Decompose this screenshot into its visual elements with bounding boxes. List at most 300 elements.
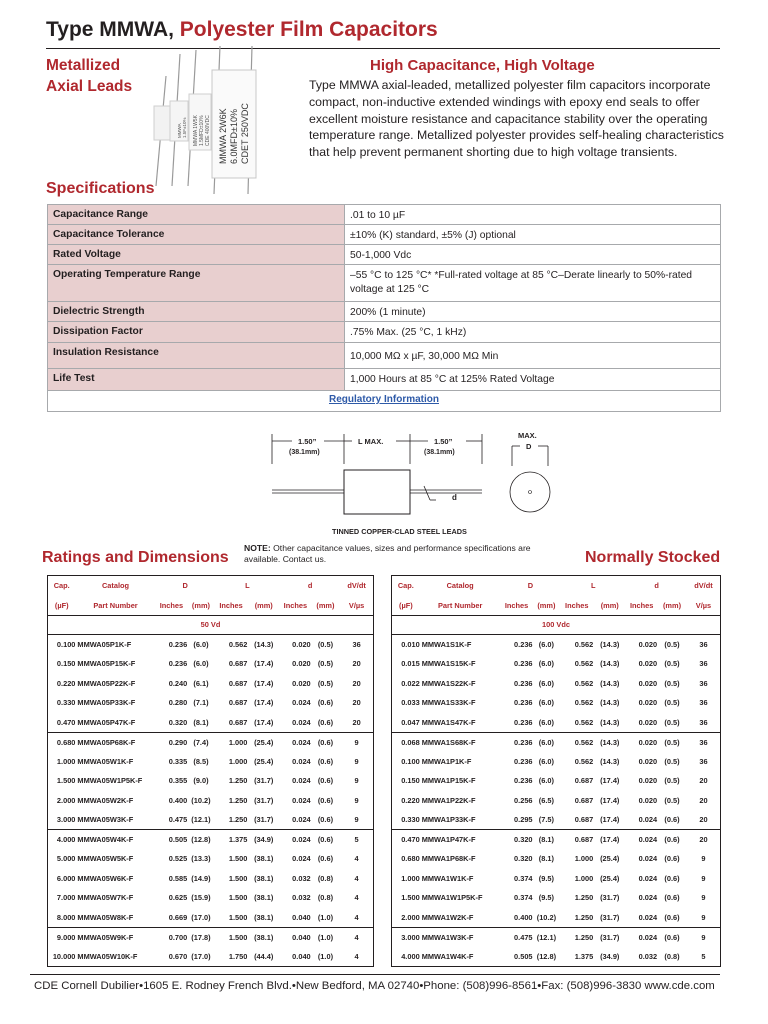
table-cell: (17.4) [600,815,620,824]
column-subheader: Inches [565,600,589,610]
table-cell: 9 [701,854,706,864]
table-cell: 0.220 [401,795,420,805]
max-label: MAX. [518,431,537,440]
table-cell: 36 [687,635,720,655]
table-cell: 4.000 [48,830,75,850]
table-cell: 1.500 [228,873,248,883]
table-cell: (12.8) [187,830,214,850]
table-cell: 0.670 [168,951,188,961]
table-cell: 0.505 [514,951,533,961]
table-cell: 0.280 [168,698,188,708]
body-length-label: L MAX. [358,437,384,446]
voltage-row [48,615,373,635]
table-cell: (12.8) [536,951,557,961]
table-cell: MMWA05W7K-F [77,893,134,903]
table-cell: (25.4) [600,873,620,883]
table-cell: (6.0) [538,776,554,786]
table-cell: 0.470 [392,830,420,850]
table-cell: 0.032 [638,951,658,961]
table-cell: (31.7) [254,776,274,786]
table-cell: (17.4) [254,698,274,708]
table-cell: (0.6) [317,815,334,824]
table-cell: 4.000 [401,951,420,961]
table-cell: 4 [354,873,359,883]
table-cell: (38.1) [247,927,280,947]
table-cell: 0.236 [168,659,188,669]
table-cell: (14.3) [600,698,620,708]
spec-label: Life Test [48,369,345,391]
table-cell: 1.000 [574,873,594,883]
voltage-label: 50 Vd [48,615,373,635]
column-subheader: Part Number [437,600,483,610]
table-row [392,635,720,655]
table-cell: 1.000 [215,732,248,752]
table-row [48,830,373,850]
table-cell: 0.680 [401,854,420,864]
table-cell: 0.024 [292,756,311,766]
table-cell: 0.020 [638,717,658,727]
table-cell: 5.000 [56,854,76,864]
mid-capacitor-label [193,114,211,146]
table-cell: (8.5) [193,756,209,766]
table-cell: 0.236 [514,717,533,727]
table-cell: 1.500 [401,893,420,903]
table-cell: (14.3) [600,678,620,688]
table-cell: (31.7) [600,893,620,903]
table-cell: 5 [340,830,373,850]
table-cell: (0.5) [657,732,687,752]
table-cell: 0.687 [228,659,248,669]
table-cell: (6.0) [533,732,561,752]
table-cell: 0.687 [228,678,248,688]
table-cell: 1.000 [56,756,76,766]
table-cell: (25.4) [600,854,620,864]
column-subheader: Inches [219,600,243,610]
table-cell: 0.040 [292,912,311,922]
table-cell: 0.024 [638,893,658,903]
table-cell: (38.1) [254,893,274,903]
table-cell: 0.374 [514,893,533,903]
spec-row [48,245,721,265]
header-row [48,576,373,596]
subheader-row [392,596,720,616]
column-subheader: Part Number [93,600,138,610]
table-cell: MMWA05P33K-F [77,698,136,708]
table-cell: MMWA05W9K-F [75,927,155,947]
table-cell: (7.4) [187,732,214,752]
table-cell: (1.0) [311,927,341,947]
table-cell: 0.024 [638,815,658,824]
table-cell: 9 [354,776,359,786]
dimension-diagram [262,426,562,538]
subhead-line-1: Metallized [46,57,121,74]
ratings-table-100v [391,575,721,967]
table-cell: 36 [699,698,708,708]
table-cell: (31.7) [593,927,626,947]
table-cell: (12.1) [533,927,561,947]
normally-stocked-heading: Normally Stocked [585,549,721,566]
spec-value: 10,000 MΩ x µF, 30,000 MΩ Min [345,343,721,369]
table-cell: (34.9) [247,830,280,850]
column-subheader: Inches [629,600,654,610]
table-row [392,830,720,850]
table-cell: 0.068 [392,732,420,752]
table-cell: MMWA05W5K-F [77,854,134,864]
spec-label: Insulation Resistance [48,343,345,369]
table-row [48,908,373,928]
table-cell: (14.3) [593,635,626,655]
table-cell: 1.500 [228,893,248,903]
table-cell: 0.024 [280,732,311,752]
column-subheader: (mm) [662,600,682,610]
note-text: Other capacitance values, sizes and performance specifications are available. Contact us. [244,543,531,564]
table-cell: (0.5) [664,717,680,727]
table-row [48,869,373,889]
table-cell: 2.000 [401,912,420,922]
mid-cap-line-2: 1.5MFD±10% [199,115,205,146]
table-cell: MMWA05P1K-F [75,635,155,655]
column-subheader: (mm) [254,600,273,610]
table-cell: (0.6) [664,873,680,883]
column-subheader: Inches [159,600,184,610]
table-row [392,908,720,928]
table-cell: 0.687 [574,815,594,824]
subhead-line-2: Axial Leads [46,78,133,95]
lead-right-mm: (38.1mm) [424,449,455,456]
table-cell: 1.750 [228,951,248,961]
spec-row [48,302,721,322]
table-cell: 0.236 [514,678,533,688]
table-row [48,654,373,674]
table-cell: 36 [699,717,708,727]
table-cell: 0.024 [626,927,657,947]
table-row [392,752,720,772]
table-cell: 0.010 [392,635,420,655]
column-header: D [527,581,534,591]
table-cell: 0.400 [514,912,533,922]
table-cell: 0.687 [228,717,248,727]
table-cell: (7.1) [193,698,209,708]
table-cell: 0.687 [228,698,248,708]
table-cell: 0.024 [292,776,311,786]
table-cell: 0.024 [292,698,311,708]
specifications-table [47,204,721,412]
table-cell: 0.020 [626,732,657,752]
table-cell: MMWA1P47K-F [420,830,501,850]
table-row [48,635,373,655]
spec-value: 50-1,000 Vdc [345,245,721,265]
table-cell: (1.0) [317,951,334,961]
table-cell: 20 [352,698,361,708]
column-subheader: (µF) [54,600,69,610]
table-cell: 0.562 [560,732,593,752]
spec-value: ±10% (K) standard, ±5% (J) optional [345,225,721,245]
table-cell: MMWA05W6K-F [77,873,134,883]
table-cell: (0.5) [317,659,334,669]
table-cell: 0.020 [638,776,658,786]
title-accent: Polyester Film Capacitors [179,18,438,41]
table-cell: 0.669 [168,912,188,922]
large-cap-line-2: 6.0MFD±10% [229,109,239,164]
table-cell: 10.000 [52,951,76,961]
table-cell: MMWA1P15K-F [421,776,476,786]
table-row [48,849,373,869]
table-cell: 20 [352,678,361,688]
table-cell: 0.290 [156,732,188,752]
table-cell: 0.040 [280,927,311,947]
table-cell: 0.020 [638,659,658,669]
column-subheader: Inches [504,600,529,610]
table-cell: (0.8) [317,873,334,883]
table-cell: 0.330 [401,815,420,824]
table-cell: MMWA1P1K-F [421,756,472,766]
table-cell: (17.4) [593,830,626,850]
table-cell: 0.024 [638,912,658,922]
table-cell: 0.024 [292,795,311,805]
spec-value: .75% Max. (25 °C, 1 kHz) [345,322,721,343]
mid-cap-line-3: CDE 400VDC [205,115,211,146]
table-row [48,791,373,811]
table-cell: (9.0) [193,776,209,786]
table-cell: 4 [340,927,373,947]
table-row [48,810,373,830]
table-cell: (0.6) [317,795,334,805]
table-cell: 0.236 [156,635,188,655]
table-cell: (31.7) [600,912,620,922]
table-cell: (0.5) [664,795,680,805]
table-cell: 20 [699,795,708,805]
table-cell: (0.6) [657,830,687,850]
column-header: dV/dt [347,581,366,591]
table-cell: 6.000 [56,873,76,883]
table-cell: MMWA05W2K-F [77,795,134,805]
spec-row [48,369,721,391]
table-cell: 0.236 [501,635,533,655]
specifications-heading: Specifications [46,180,155,197]
table-cell: (6.0) [538,756,554,766]
table-cell: 36 [699,756,708,766]
table-cell: 0.320 [514,854,533,864]
table-row [48,888,373,908]
table-cell: (8.1) [533,830,561,850]
table-cell: 0.355 [168,776,188,786]
table-cell: 3.000 [392,927,420,947]
table-cell: 9 [340,732,373,752]
table-cell: (17.4) [254,659,274,669]
table-cell: 0.562 [574,756,594,766]
table-cell: 0.236 [514,659,533,669]
table-cell: (6.1) [193,678,209,688]
table-row [392,771,720,791]
table-cell: MMWA1W1K-F [421,873,474,883]
table-cell: (14.3) [247,635,280,655]
table-cell: (14.3) [600,717,620,727]
table-cell: MMWA05P68K-F [75,732,155,752]
ratings-heading: Ratings and Dimensions [42,549,229,566]
intro-title: High Capacitance, High Voltage [370,57,595,74]
footer-contact: CDE Cornell Dubilier•1605 E. Rodney French Blvd.•New Bedford, MA 02740•Phone: (508)996-8561•Fax: (508)996-3830 www.cde.com [34,980,715,992]
lead-right-label: 1.50” [434,437,453,446]
table-cell: 36 [699,659,708,669]
table-cell: 0.100 [401,756,420,766]
spec-row [48,225,721,245]
column-subheader: V/µs [348,600,365,610]
table-cell: 0.020 [638,795,658,805]
table-cell: MMWA05W10K-F [77,951,138,961]
column-subheader: (mm) [316,600,335,610]
table-cell: (17.0) [191,912,211,922]
spec-label: Capacitance Range [48,205,345,225]
table-cell: 1.500 [228,912,248,922]
table-row [392,947,720,967]
spec-value: 1,000 Hours at 85 °C at 125% Rated Voltage [345,369,721,391]
table-cell: 0.032 [292,893,311,903]
table-cell: (0.6) [317,698,334,708]
table-cell: 0.320 [168,717,188,727]
table-cell: (6.0) [538,678,554,688]
table-cell: (25.4) [254,756,274,766]
table-cell: (17.4) [254,717,274,727]
table-cell: (8.1) [538,854,554,864]
table-cell: MMWA1P33K-F [421,815,476,824]
table-row [48,674,373,694]
leads-caption: TINNED COPPER-CLAD STEEL LEADS [332,527,467,536]
ratings-50v-grid [48,576,373,966]
table-cell: 0.024 [638,854,658,864]
table-cell: 1.500 [215,927,248,947]
table-row [392,654,720,674]
table-cell: 1.000 [401,873,420,883]
table-cell: 1.375 [574,951,594,961]
column-subheader: (mm) [191,600,210,610]
table-cell: 0.625 [168,893,188,903]
spec-row [48,205,721,225]
table-cell: (7.5) [538,815,554,824]
table-row [48,752,373,772]
table-row [392,810,720,830]
table-cell: (14.3) [600,756,620,766]
table-cell: 9 [701,873,706,883]
header-row [392,576,720,596]
table-cell: (0.6) [317,756,334,766]
table-row [392,869,720,889]
table-cell: (38.1) [254,854,274,864]
column-header: L [590,581,596,591]
table-cell: 0.020 [638,756,658,766]
table-cell: 1.250 [228,776,248,786]
table-cell: 0.505 [156,830,188,850]
table-cell: (6.0) [193,659,209,669]
table-cell: 0.562 [215,635,248,655]
table-cell: 0.562 [574,678,594,688]
table-cell: 0.020 [638,698,658,708]
table-cell: MMWA05W1P5K-F [77,776,143,786]
table-cell: 0.024 [292,717,311,727]
table-row [392,927,720,947]
table-row [48,693,373,713]
table-row [392,732,720,752]
column-header: d [654,581,659,591]
table-cell: 0.150 [401,776,420,786]
table-cell: 0.024 [638,873,658,883]
ratings-note [244,543,564,565]
table-cell: MMWA1W4K-F [421,951,474,961]
table-cell: (0.6) [317,717,334,727]
table-row [392,888,720,908]
table-cell: (10.2) [191,795,211,805]
column-header: Catalog [101,581,130,591]
table-cell: 0.335 [168,756,188,766]
spec-label: Rated Voltage [48,245,345,265]
table-cell: MMWA1S1K-F [420,635,501,655]
table-cell: 0.236 [514,698,533,708]
table-row [392,791,720,811]
table-row [392,693,720,713]
mid-cap-line-1: MMWA 1W5K [193,115,199,146]
table-cell: (0.6) [317,776,334,786]
table-cell: 20 [687,830,720,850]
table-cell: MMWA1W1P5K-F [421,893,483,903]
small-cap-line-1: MMWA [177,123,182,138]
spec-label: Dissipation Factor [48,322,345,343]
table-cell: (17.4) [600,776,620,786]
spec-value: .01 to 10 µF [345,205,721,225]
table-cell: 9.000 [48,927,75,947]
ratings-table-50v [47,575,374,967]
table-cell: MMWA1S22K-F [421,678,476,688]
table-cell: (14.3) [593,732,626,752]
table-cell: (17.4) [254,678,274,688]
table-cell: MMWA1S33K-F [421,698,476,708]
table-cell: 0.700 [156,927,188,947]
table-cell: (8.1) [193,717,209,727]
table-cell: 1.250 [560,927,593,947]
table-cell: MMWA05P15K-F [77,659,136,669]
lead-left-label: 1.50” [298,437,317,446]
table-cell: (9.5) [538,873,554,883]
large-cap-line-1: MMWA 2W6K [218,108,228,164]
table-cell: MMWA05W1K-F [77,756,134,766]
page-title [46,18,438,42]
capacitor-photo [136,46,298,196]
table-cell: MMWA05P47K-F [77,717,136,727]
table-cell: (6.0) [187,635,214,655]
table-cell: (31.7) [254,795,274,805]
table-cell: (0.8) [664,951,680,961]
table-cell: 0.032 [292,873,311,883]
table-cell: (0.5) [664,776,680,786]
table-cell: 0.240 [168,678,188,688]
table-cell: (0.5) [664,678,680,688]
table-cell: 0.024 [292,854,311,864]
table-cell: 0.022 [401,678,420,688]
regulatory-link[interactable]: Regulatory Information [48,391,721,412]
large-cap-line-3: CDET 250VDC [240,103,250,164]
table-cell: 0.687 [560,830,593,850]
table-cell: (0.6) [664,854,680,864]
product-subhead [46,55,132,97]
table-cell: 0.015 [401,659,420,669]
table-cell: MMWA05W4K-F [75,830,155,850]
table-cell: (0.6) [664,912,680,922]
table-cell: MMWA05W3K-F [77,815,134,824]
table-cell: MMWA1W3K-F [420,927,501,947]
column-header: Catalog [446,581,474,591]
table-cell: 0.256 [514,795,533,805]
table-cell: 0.374 [514,873,533,883]
table-cell: (0.6) [311,732,341,752]
table-cell: 0.470 [56,717,76,727]
